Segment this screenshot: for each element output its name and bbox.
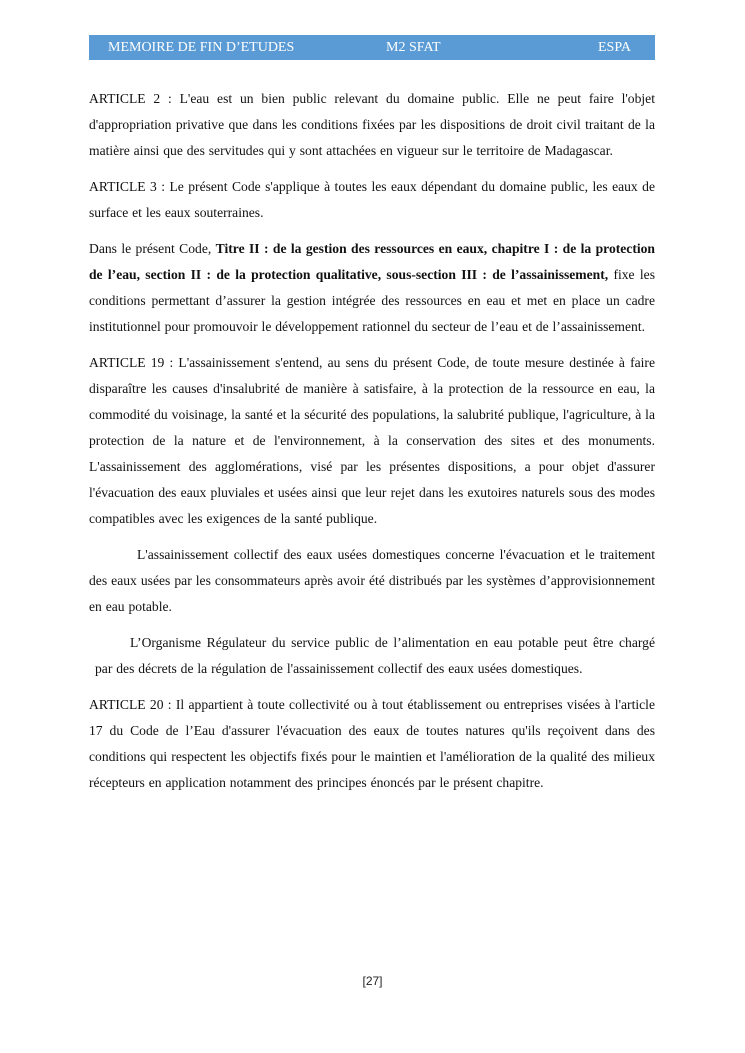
collective-sanitation-paragraph: L'assainissement collectif des eaux usées domestiques concerne l'évacuation et le traitement des eaux usées par les consommateurs après avoir été distribués par les systèmes d’approvisionnement en eau potable. bbox=[89, 547, 655, 614]
code-scope-rest: fixe les conditions permettant d’assurer la gestion intégrée des ressources en eau et met en place un cadre institutionnel pour promouvoir le développement rationnel du secteur de l’eau et de l’assainissement. bbox=[89, 267, 655, 334]
document-body bbox=[89, 86, 655, 806]
header-school: ESPA bbox=[598, 40, 631, 55]
running-header bbox=[89, 35, 655, 60]
header-title: MEMOIRE DE FIN D’ETUDES bbox=[108, 40, 295, 55]
page-number: [27] bbox=[362, 974, 383, 988]
regulator-paragraph: L’Organisme Régulateur du service public de l’alimentation en eau potable peut être chargé par des décrets de la régulation de l'assainissement collectif des eaux usées domestiques. bbox=[95, 635, 655, 676]
code-scope-bold-reference: Titre II : de la gestion des ressources en eaux, chapitre I : de la protection de l’eau, section II : de la protection qualitative, sous-section III : de l’assainissement, bbox=[89, 241, 655, 282]
article-20-paragraph: ARTICLE 20 : Il appartient à toute collectivité ou à tout établissement ou entreprises visées à l'article 17 du Code de l’Eau d'assurer l'évacuation des eaux de toutes natures qu'ils reçoivent dans des conditions qui respectent les objectifs fixés pour le maintien et l'amélioration de la qualité des milieux récepteurs en application notamment des principes énoncés par le présent chapitre. bbox=[89, 697, 655, 790]
article-3-paragraph: ARTICLE 3 : Le présent Code s'applique à toutes les eaux dépendant du domaine public, les eaux de surface et les eaux souterraines. bbox=[89, 179, 655, 220]
header-program: M2 SFAT bbox=[386, 40, 441, 55]
article-2-paragraph: ARTICLE 2 : L'eau est un bien public relevant du domaine public. Elle ne peut faire l'objet d'appropriation privative que dans les conditions fixées par les dispositions de droit civil traitant de la matière ainsi que des servitudes qui y sont attachées en vigueur sur le territoire de Madagascar. bbox=[89, 91, 655, 158]
code-scope-paragraph bbox=[89, 236, 655, 340]
article-19-paragraph: ARTICLE 19 : L'assainissement s'entend, au sens du présent Code, de toute mesure destinée à faire disparaître les causes d'insalubrité de manière à satisfaire, à la protection de la ressource en eau, la commodité du voisinage, la santé et la sécurité des populations, la salubrité publique, l'agriculture, à la protection de la nature et de l'environnement, à la conservation des sites et des monuments. L'assainissement des agglomérations, visé par les présentes dispositions, a pour objet d'assurer l'évacuation des eaux pluviales et usées ainsi que leur rejet dans les exutoires naturels sous des modes compatibles avec les exigences de la santé publique. bbox=[89, 355, 655, 526]
code-scope-intro: Dans le présent Code, bbox=[89, 241, 216, 256]
